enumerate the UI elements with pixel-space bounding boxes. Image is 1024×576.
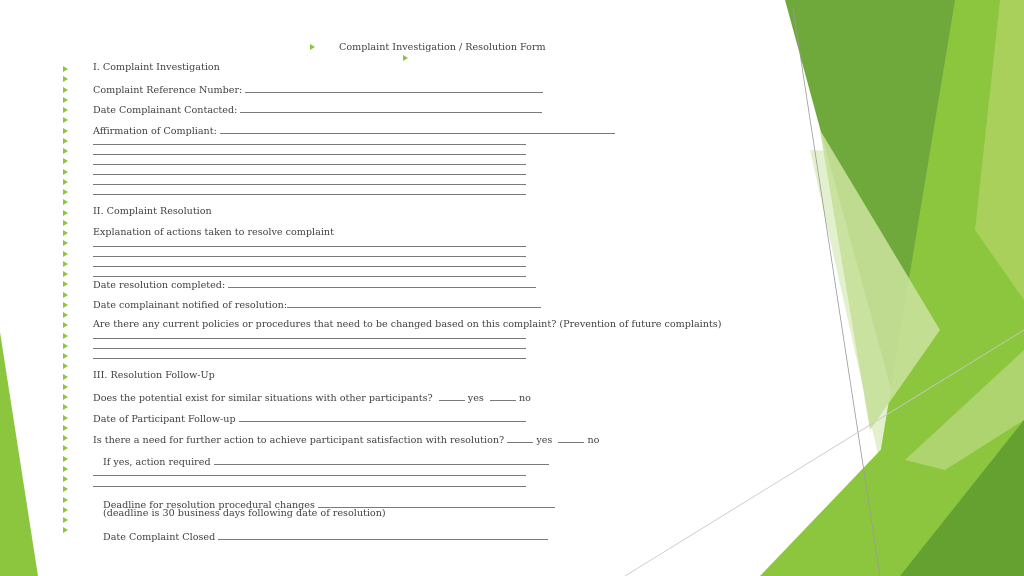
bullet-icon — [63, 117, 68, 123]
policies-label: Are there any current policies or procedures that need to be changed based on this complaint? (Prevention of future complaints) — [93, 319, 722, 330]
bullet-icon — [63, 128, 68, 134]
affirmation-line-6[interactable] — [93, 194, 526, 195]
bullet-icon — [63, 199, 68, 205]
notified-label: Date complainant notified of resolution: — [93, 300, 288, 311]
bullet-icon — [63, 97, 68, 103]
bullet-icon — [63, 107, 68, 113]
bullet-icon — [63, 251, 68, 257]
bullet-icon — [63, 476, 68, 482]
bullet-icon — [63, 138, 68, 144]
ref-number-field[interactable] — [245, 83, 543, 93]
affirmation-line-1[interactable] — [93, 144, 526, 145]
bullet-icon — [63, 363, 68, 369]
bullet-icon — [63, 179, 68, 185]
potential-label: Does the potential exist for similar situations with other participants? — [93, 393, 433, 404]
policies-line-1[interactable] — [93, 338, 526, 339]
affirmation-label: Affirmation of Compliant: — [93, 126, 217, 137]
bullet-icon — [63, 435, 68, 441]
bullet-icon — [63, 507, 68, 513]
bullet-icon — [63, 415, 68, 421]
bullet-icon — [63, 230, 68, 236]
contacted-field[interactable] — [240, 103, 542, 113]
affirmation-line-2[interactable] — [93, 154, 526, 155]
bullet-icon — [63, 271, 68, 277]
bullet-icon — [63, 466, 68, 472]
ifyes-line-2[interactable] — [93, 486, 526, 487]
ref-number-label: Complaint Reference Number: — [93, 85, 243, 96]
potential-no-field[interactable] — [490, 391, 516, 401]
explanation-line-1[interactable] — [93, 246, 526, 247]
ifyes-row — [103, 455, 549, 469]
potential-yes-label: yes — [467, 393, 484, 404]
bullet-icon — [63, 384, 68, 390]
section2-heading: II. Complaint Resolution — [93, 206, 212, 217]
further-yes-field[interactable] — [507, 433, 533, 443]
bullet-icon — [63, 497, 68, 503]
affirmation-line-3[interactable] — [93, 164, 526, 165]
section3-heading: III. Resolution Follow-Up — [93, 370, 215, 381]
further-no-field[interactable] — [558, 433, 584, 443]
notified-row — [93, 298, 541, 312]
bullet-icon — [63, 353, 68, 359]
bullet-icon — [63, 210, 68, 216]
closed-field[interactable] — [218, 530, 548, 540]
bullet-icon — [63, 445, 68, 451]
contacted-row — [93, 103, 542, 117]
section1-heading: I. Complaint Investigation — [93, 62, 220, 73]
bullet-icon — [63, 404, 68, 410]
bullet-icon — [63, 333, 68, 339]
explanation-line-4[interactable] — [93, 276, 526, 277]
bullet-icon — [63, 302, 68, 308]
left-green-sliver — [0, 332, 38, 576]
bullet-icon — [63, 312, 68, 318]
ifyes-field[interactable] — [214, 455, 549, 465]
deadline-field[interactable] — [318, 498, 555, 508]
bullet-icon — [63, 261, 68, 267]
bullet-icon — [63, 527, 68, 533]
explanation-line-2[interactable] — [93, 256, 526, 257]
bullet-icon — [63, 394, 68, 400]
bullet-icon — [63, 220, 68, 226]
bullet-icon — [63, 292, 68, 298]
completed-field[interactable] — [228, 278, 536, 288]
followup-field[interactable] — [239, 412, 526, 422]
potential-yes-field[interactable] — [439, 391, 465, 401]
bullet-icon — [63, 76, 68, 82]
ifyes-label: If yes, action required — [103, 457, 211, 468]
bullet-icon — [63, 169, 68, 175]
affirmation-row — [93, 124, 615, 138]
further-no-label: no — [587, 435, 600, 446]
bullet-icon — [63, 148, 68, 154]
bullet-icon — [63, 425, 68, 431]
potential-row — [93, 391, 531, 405]
deadline-label: Deadline for resolution procedural changes — [103, 500, 315, 511]
bullet-icon — [63, 189, 68, 195]
further-label: Is there a need for further action to achieve participant satisfaction with resolution? — [93, 435, 505, 446]
explanation-line-3[interactable] — [93, 266, 526, 267]
bullet-icon — [63, 343, 68, 349]
notified-field[interactable] — [287, 298, 541, 308]
completed-label: Date resolution completed: — [93, 280, 226, 291]
ref-number-row — [93, 83, 543, 97]
followup-row — [93, 412, 526, 426]
potential-no-label: no — [518, 393, 531, 404]
bullet-icon — [63, 322, 68, 328]
bullet-icon — [63, 517, 68, 523]
further-yes-label: yes — [536, 435, 553, 446]
bullet-icon — [63, 158, 68, 164]
bullet-icon — [63, 66, 68, 72]
deadline-note: (deadline is 30 business days following date of resolution) — [103, 508, 386, 519]
affirmation-line-4[interactable] — [93, 174, 526, 175]
explanation-label: Explanation of actions taken to resolve complaint — [93, 227, 334, 238]
further-row — [93, 433, 599, 447]
bullet-icon — [63, 87, 68, 93]
affirmation-line-5[interactable] — [93, 184, 526, 185]
title-bullet-icon — [310, 44, 315, 50]
bullet-icon — [63, 374, 68, 380]
affirmation-field[interactable] — [220, 124, 615, 134]
ifyes-line-1[interactable] — [93, 475, 526, 476]
title-sub-bullet-icon — [403, 55, 408, 61]
bullet-icon — [63, 456, 68, 462]
bullet-icon — [63, 281, 68, 287]
closed-row — [103, 530, 548, 544]
followup-label: Date of Participant Follow-up — [93, 414, 236, 425]
bullet-icon — [63, 240, 68, 246]
contacted-label: Date Complainant Contacted: — [93, 105, 238, 116]
completed-row — [93, 278, 536, 292]
form-title: Complaint Investigation / Resolution Form — [339, 42, 546, 53]
policies-line-2[interactable] — [93, 348, 526, 349]
policies-line-3[interactable] — [93, 358, 526, 359]
bullet-icon — [63, 486, 68, 492]
closed-label: Date Complaint Closed — [103, 532, 216, 543]
